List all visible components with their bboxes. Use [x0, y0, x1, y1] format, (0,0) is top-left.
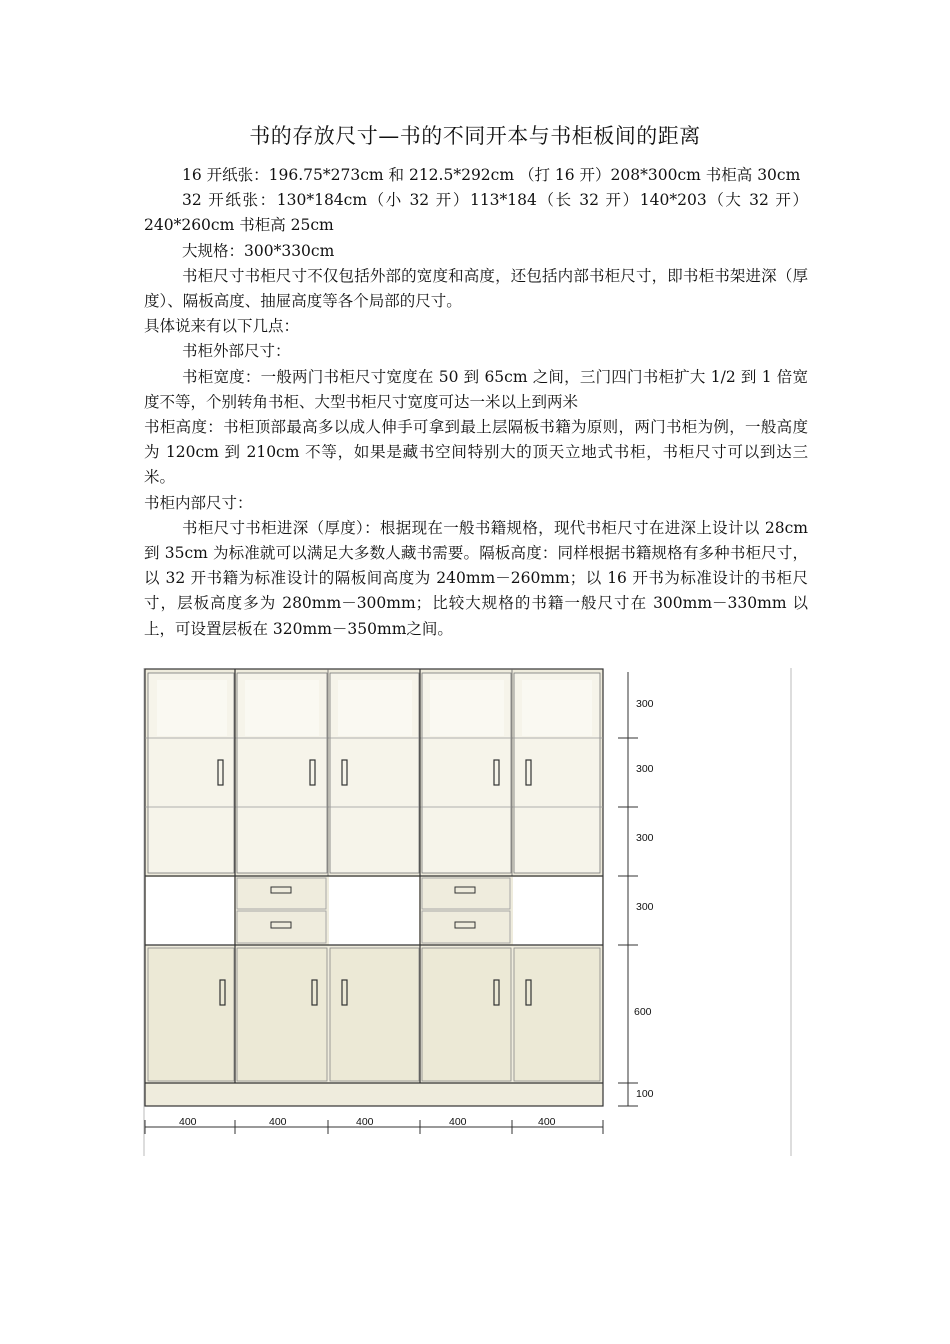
paragraph-32-kai: 32 开纸张：130*184cm（小 32 开）113*184（长 32 开）140*203（大 32 开）240*260cm 书柜高 25cm	[144, 191, 808, 235]
drawer-4	[422, 911, 510, 943]
width-dim-label: 400	[179, 1116, 197, 1128]
bookcase-elevation-drawing	[143, 668, 793, 1158]
lower-door-4	[422, 948, 511, 1081]
paragraph-16-kai: 16 开纸张：196.75*273cm 和 212.5*292cm （打 16 开）208*300cm 书柜高 30cm	[182, 166, 801, 184]
glass-pane	[157, 680, 227, 736]
height-dim-label: 100	[636, 1088, 654, 1100]
open-niche-2	[329, 877, 419, 945]
glass-pane	[522, 680, 592, 736]
glass-pane	[338, 680, 412, 736]
lower-doors	[145, 948, 603, 1083]
width-dimensions	[145, 1116, 603, 1134]
open-niche-3	[513, 877, 602, 945]
bookcase-svg	[143, 668, 793, 1158]
middle-section	[145, 876, 603, 945]
height-dim-label: 300	[636, 763, 654, 775]
paragraph-large-size: 大规格：300*330cm	[182, 241, 335, 260]
paragraph-cabinet-height: 书柜高度：书柜顶部最高多以成人伸手可拿到最上层隔板书籍为原则，两门书柜为例，一般高度为 120cm 到 210cm 不等，如果是藏书空间特别大的顶天立地式书柜，书柜尺寸可以到达三米。	[144, 418, 808, 487]
lower-door-5	[514, 948, 600, 1081]
document-body	[144, 163, 808, 642]
lower-door-2	[237, 948, 327, 1081]
heading-external-size: 书柜外部尺寸：	[182, 342, 291, 361]
width-dim-label: 400	[449, 1116, 467, 1128]
width-dim-label: 400	[269, 1116, 287, 1128]
height-dimensions	[618, 672, 654, 1106]
width-dim-label: 400	[356, 1116, 374, 1128]
lower-door-3	[330, 948, 419, 1081]
heading-internal-size: 书柜内部尺寸：	[144, 493, 253, 512]
lower-door-1	[148, 948, 234, 1081]
paragraph-internal-depth: 书柜尺寸书柜进深（厚度）：根据现在一般书籍规格，现代书柜尺寸在进深上设计以 28cm 到 35cm 为标准就可以满足大多数人藏书需要。隔板高度：同样根据书籍规格有多种书柜尺寸，以 32 开书籍为标准设计的隔板间高度为 240mm－260mm；以 16 开书为标准设计的书柜尺寸，层板高度多为 280mm－300mm；比较大规格的书籍一般尺寸在 300mm－330mm 以上，可设置层板在 320mm－350mm之间。	[144, 518, 808, 638]
glass-pane	[245, 680, 319, 736]
paragraph-cabinet-width: 书柜宽度：一般两门书柜尺寸宽度在 50 到 65cm 之间，三门四门书柜扩大 1/2 到 1 倍宽度不等，个别转角书柜、大型书柜尺寸宽度可达一米以上到两米	[144, 367, 808, 411]
width-dim-label: 400	[538, 1116, 556, 1128]
document-title: 书的存放尺寸—书的不同开本与书柜板间的距离	[249, 124, 701, 148]
height-dim-label: 300	[636, 832, 654, 844]
drawer-2	[237, 911, 326, 943]
height-dim-label: 300	[636, 698, 654, 710]
height-dim-label: 600	[634, 1006, 652, 1018]
open-niche-1	[146, 877, 234, 945]
paragraph-cabinet-size-intro: 书柜尺寸书柜尺寸不仅包括外部的宽度和高度，还包括内部书柜尺寸，即书柜书架进深（厚度）、隔板高度、抽屉高度等各个局部的尺寸。	[144, 266, 808, 311]
height-dim-label: 300	[636, 901, 654, 913]
paragraph-points-intro: 具体说来有以下几点：	[144, 317, 300, 336]
glass-pane	[430, 680, 504, 736]
